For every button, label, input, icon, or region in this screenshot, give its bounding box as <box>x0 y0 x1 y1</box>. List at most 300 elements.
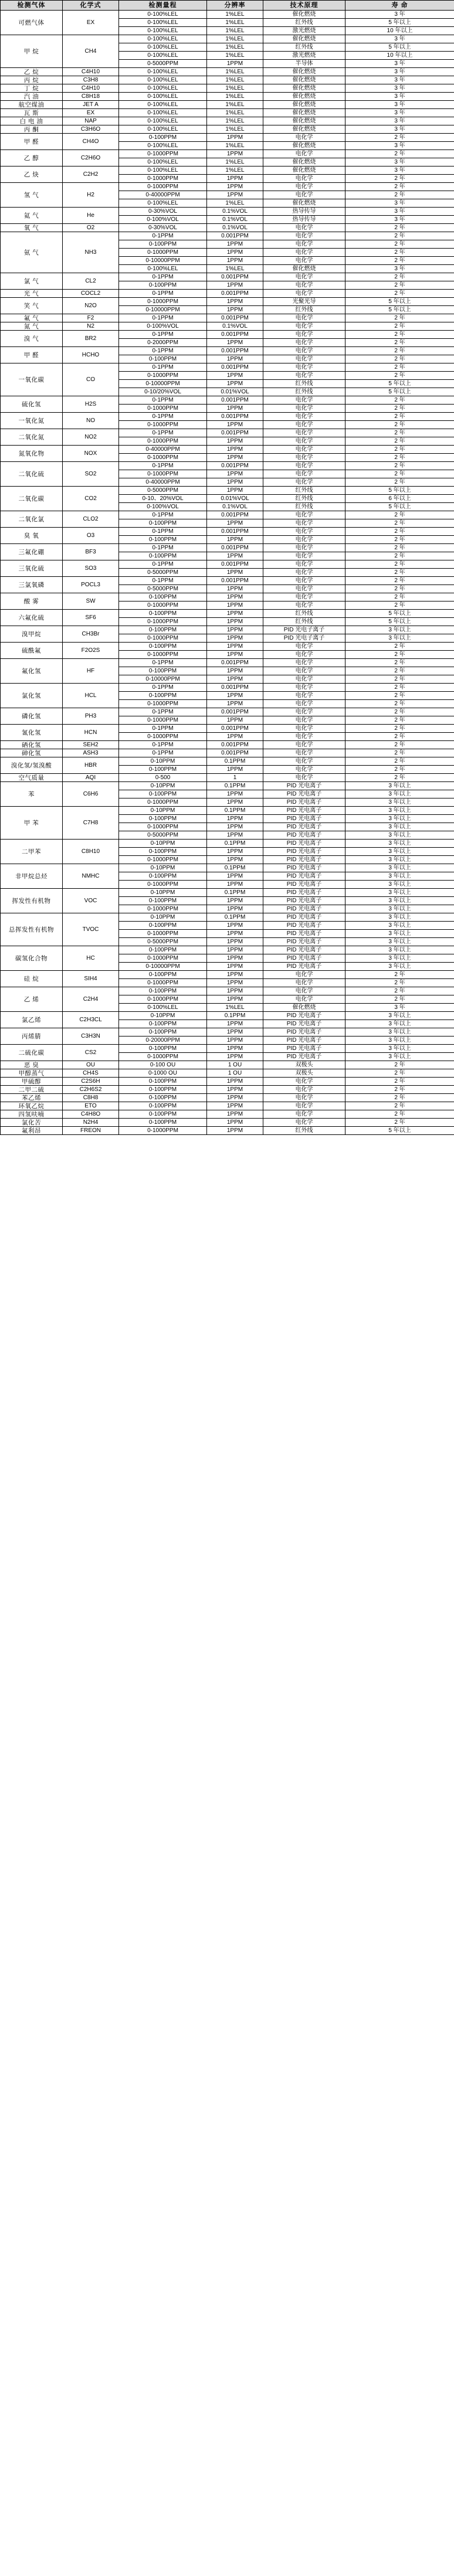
cell-formula: C8H18 <box>63 93 119 101</box>
cell-resolution: 1PPM <box>207 831 263 840</box>
cell-formula: ASH3 <box>63 749 119 757</box>
cell-life: 3 年 <box>345 68 454 76</box>
cell-resolution: 1PPM <box>207 1086 263 1094</box>
cell-life: 5 年以上 <box>345 487 454 495</box>
cell-formula: N2O <box>63 298 119 314</box>
table-row <box>1 1094 454 1102</box>
cell-resolution: 0.001PPM <box>207 528 263 536</box>
cell-gas-name: 氮 气 <box>1 322 63 331</box>
cell-resolution: 1PPM <box>207 995 263 1004</box>
cell-gas-name: 乙 烷 <box>1 68 63 76</box>
cell-resolution: 0.1PPM <box>207 807 263 815</box>
cell-resolution: 0.001PPM <box>207 659 263 667</box>
cell-principle: PID 光电离子 <box>263 1053 345 1061</box>
cell-gas-name: 空气质量 <box>1 774 63 782</box>
cell-resolution: 1PPM <box>207 339 263 347</box>
table-row <box>1 971 454 979</box>
cell-principle: 电化学 <box>263 536 345 544</box>
cell-principle: 催化燃烧 <box>263 199 345 208</box>
cell-range: 0-100%VOL <box>119 503 207 511</box>
cell-resolution: 1PPM <box>207 798 263 807</box>
cell-range: 0-1PPM <box>119 725 207 733</box>
cell-gas-name: 三氟化硼 <box>1 544 63 560</box>
cell-life: 2 年 <box>345 659 454 667</box>
cell-gas-name: 乙 炔 <box>1 166 63 183</box>
table-row <box>1 1012 454 1020</box>
cell-range: 0-1000PPM <box>119 183 207 191</box>
cell-principle: PID 光电离子 <box>263 798 345 807</box>
cell-principle: 电化学 <box>263 560 345 569</box>
cell-life: 2 年 <box>345 1110 454 1119</box>
cell-range: 0-1PPM <box>119 511 207 519</box>
cell-formula: NH3 <box>63 232 119 273</box>
cell-range: 0-40000PPM <box>119 478 207 487</box>
cell-life: 2 年 <box>345 675 454 684</box>
cell-principle: 电化学 <box>263 995 345 1004</box>
cell-range: 0-1000PPM <box>119 175 207 183</box>
cell-range: 0-100%VOL <box>119 216 207 224</box>
cell-life: 3 年 <box>345 76 454 84</box>
cell-resolution: 1PPM <box>207 905 263 913</box>
table-row <box>1 347 454 355</box>
cell-life: 6 年以上 <box>345 495 454 503</box>
table-row <box>1 224 454 232</box>
cell-range: 0-100%LEL <box>119 68 207 76</box>
cell-formula: F2 <box>63 314 119 322</box>
cell-life: 2 年 <box>345 577 454 585</box>
cell-formula: O2 <box>63 224 119 232</box>
cell-principle: 红外线 <box>263 306 345 314</box>
cell-principle: 电化学 <box>263 273 345 281</box>
cell-resolution: 1PPM <box>207 175 263 183</box>
cell-gas-name: 氮氧化物 <box>1 446 63 462</box>
cell-formula: BF3 <box>63 544 119 560</box>
cell-life: 2 年 <box>345 429 454 437</box>
cell-principle: 电化学 <box>263 405 345 413</box>
cell-principle: 电化学 <box>263 1102 345 1110</box>
cell-range: 0-1PPM <box>119 684 207 692</box>
cell-life: 3 年 <box>345 142 454 150</box>
cell-principle: PID 光电离子 <box>263 1020 345 1028</box>
cell-life: 2 年 <box>345 560 454 569</box>
cell-resolution: 1%LEL <box>207 1004 263 1012</box>
cell-principle: 催化燃烧 <box>263 117 345 125</box>
cell-principle: 催化燃烧 <box>263 109 345 117</box>
cell-life: 3 年以上 <box>345 938 454 946</box>
table-row <box>1 290 454 298</box>
cell-resolution: 1%LEL <box>207 93 263 101</box>
cell-formula: SF6 <box>63 610 119 626</box>
cell-range: 0-10PPM <box>119 757 207 766</box>
cell-resolution: 0.1%VOL <box>207 503 263 511</box>
cell-resolution: 1%LEL <box>207 19 263 27</box>
cell-gas-name: 乙 烯 <box>1 987 63 1012</box>
cell-principle: 电化学 <box>263 766 345 774</box>
cell-formula: CS2 <box>63 1045 119 1061</box>
table-row <box>1 322 454 331</box>
cell-principle: PID 光电离子 <box>263 897 345 905</box>
cell-principle: 红外线 <box>263 618 345 626</box>
table-row <box>1 413 454 421</box>
table-row <box>1 396 454 405</box>
table-row <box>1 363 454 372</box>
cell-resolution: 0.001PPM <box>207 413 263 421</box>
cell-life: 2 年 <box>345 995 454 1004</box>
cell-range: 0-100%LEL <box>119 43 207 52</box>
cell-life: 3 年以上 <box>345 930 454 938</box>
cell-principle: 催化燃烧 <box>263 101 345 109</box>
cell-range: 0-10PPM <box>119 889 207 897</box>
cell-range: 0-1PPM <box>119 659 207 667</box>
cell-range: 0-1000PPM <box>119 618 207 626</box>
cell-principle: PID 光电子离子 <box>263 634 345 643</box>
table-row <box>1 659 454 667</box>
cell-range: 0-100PPM <box>119 552 207 560</box>
cell-formula: BR2 <box>63 331 119 347</box>
cell-range: 0-100PPM <box>119 1045 207 1053</box>
table-row <box>1 725 454 733</box>
cell-gas-name: 甲 醛 <box>1 347 63 363</box>
cell-life: 3 年以上 <box>345 1028 454 1036</box>
table-row <box>1 511 454 519</box>
cell-range: 0-100%LEL <box>119 27 207 35</box>
cell-resolution: 1PPM <box>207 897 263 905</box>
cell-formula: CH4S <box>63 1069 119 1078</box>
cell-resolution: 1PPM <box>207 815 263 823</box>
cell-life: 3 年以上 <box>345 913 454 922</box>
cell-life: 2 年 <box>345 651 454 659</box>
cell-formula: H2 <box>63 183 119 208</box>
cell-resolution: 0.001PPM <box>207 684 263 692</box>
cell-life: 2 年 <box>345 511 454 519</box>
cell-resolution: 1%LEL <box>207 166 263 175</box>
table-row <box>1 68 454 76</box>
cell-formula: C2H4 <box>63 987 119 1012</box>
cell-resolution: 1PPM <box>207 626 263 634</box>
cell-life: 10 年以上 <box>345 52 454 60</box>
cell-formula: HC <box>63 946 119 971</box>
cell-range: 0-10000PPM <box>119 306 207 314</box>
cell-range: 0-1000PPM <box>119 651 207 659</box>
cell-formula: POCL3 <box>63 577 119 593</box>
table-row <box>1 610 454 618</box>
cell-range: 0-1000PPM <box>119 823 207 831</box>
cell-life: 2 年 <box>345 175 454 183</box>
cell-principle: PID 光电离子 <box>263 938 345 946</box>
cell-life: 2 年 <box>345 593 454 601</box>
cell-life: 3 年以上 <box>345 848 454 856</box>
cell-life: 2 年 <box>345 601 454 610</box>
cell-life: 2 年 <box>345 700 454 708</box>
cell-range: 0-100PPM <box>119 922 207 930</box>
cell-range: 0-1000PPM <box>119 798 207 807</box>
table-row <box>1 577 454 585</box>
cell-range: 0-500 <box>119 774 207 782</box>
cell-principle: 电化学 <box>263 240 345 249</box>
cell-principle: 电化学 <box>263 421 345 429</box>
cell-resolution: 0.01%VOL <box>207 388 263 396</box>
cell-range: 0-40000PPM <box>119 446 207 454</box>
cell-principle: PID 光电离子 <box>263 963 345 971</box>
cell-resolution: 1PPM <box>207 191 263 199</box>
cell-formula: C8H8 <box>63 1094 119 1102</box>
cell-life: 2 年 <box>345 331 454 339</box>
cell-life: 2 年 <box>345 249 454 257</box>
cell-range: 0-10000PPM <box>119 380 207 388</box>
cell-resolution: 1PPM <box>207 881 263 889</box>
cell-principle: PID 光电离子 <box>263 807 345 815</box>
cell-range: 0-1PPM <box>119 273 207 281</box>
cell-principle: 电化学 <box>263 569 345 577</box>
cell-principle: 催化燃烧 <box>263 68 345 76</box>
cell-principle: 电化学 <box>263 232 345 240</box>
cell-principle: 电化学 <box>263 651 345 659</box>
cell-life: 2 年 <box>345 396 454 405</box>
cell-resolution: 0.001PPM <box>207 511 263 519</box>
cell-range: 0-5000PPM <box>119 569 207 577</box>
cell-range: 0-100PPM <box>119 610 207 618</box>
cell-life: 3 年 <box>345 109 454 117</box>
cell-principle: PID 光电离子 <box>263 881 345 889</box>
cell-life: 3 年以上 <box>345 963 454 971</box>
cell-life: 2 年 <box>345 741 454 749</box>
cell-gas-name: 酸 雾 <box>1 593 63 610</box>
cell-principle: 电化学 <box>263 741 345 749</box>
cell-principle: 电化学 <box>263 1094 345 1102</box>
cell-principle: 光聚光导 <box>263 298 345 306</box>
cell-resolution: 1PPM <box>207 405 263 413</box>
cell-life: 3 年以上 <box>345 922 454 930</box>
cell-formula: HCHO <box>63 347 119 363</box>
cell-range: 0-5000PPM <box>119 831 207 840</box>
cell-principle: 电化学 <box>263 692 345 700</box>
cell-formula: C3H8 <box>63 76 119 84</box>
cell-formula: O3 <box>63 528 119 544</box>
cell-resolution: 1%LEL <box>207 142 263 150</box>
table-body <box>1 11 454 1135</box>
cell-principle: 电化学 <box>263 684 345 692</box>
cell-range: 0-20000PPM <box>119 1036 207 1045</box>
cell-life: 3 年以上 <box>345 823 454 831</box>
cell-resolution: 1%LEL <box>207 101 263 109</box>
cell-resolution: 0.1PPM <box>207 840 263 848</box>
cell-formula: COCL2 <box>63 290 119 298</box>
cell-life: 3 年 <box>345 101 454 109</box>
cell-principle: 电化学 <box>263 470 345 478</box>
cell-resolution: 1PPM <box>207 1127 263 1135</box>
cell-principle: 红外线 <box>263 19 345 27</box>
cell-resolution: 0.1%VOL <box>207 322 263 331</box>
cell-principle: PID 光电离子 <box>263 922 345 930</box>
cell-life: 2 年 <box>345 462 454 470</box>
cell-formula: C3H6O <box>63 125 119 134</box>
cell-life: 5 年以上 <box>345 1127 454 1135</box>
table-row <box>1 1069 454 1078</box>
cell-range: 0-1PPM <box>119 749 207 757</box>
cell-principle: PID 光电离子 <box>263 1028 345 1036</box>
table-row <box>1 741 454 749</box>
cell-gas-name: 碳氢化合物 <box>1 946 63 971</box>
cell-resolution: 1%LEL <box>207 109 263 117</box>
cell-gas-name: 挥发性有机物 <box>1 889 63 913</box>
cell-principle: 电化学 <box>263 339 345 347</box>
cell-range: 0-1000PPM <box>119 1053 207 1061</box>
cell-resolution: 1%LEL <box>207 199 263 208</box>
cell-principle: PID 光电离子 <box>263 913 345 922</box>
table-row <box>1 1045 454 1053</box>
cell-principle: 电化学 <box>263 257 345 265</box>
cell-resolution: 1PPM <box>207 487 263 495</box>
cell-principle: 电化学 <box>263 478 345 487</box>
table-row <box>1 1127 454 1135</box>
cell-range: 0-100%LEL <box>119 1004 207 1012</box>
cell-life: 2 年 <box>345 478 454 487</box>
cell-resolution: 1PPM <box>207 150 263 158</box>
table-row <box>1 331 454 339</box>
table-row <box>1 840 454 848</box>
cell-principle: 电化学 <box>263 355 345 363</box>
cell-formula: SIH4 <box>63 971 119 987</box>
table-row <box>1 101 454 109</box>
cell-range: 0-1000PPM <box>119 634 207 643</box>
cell-range: 0-1PPM <box>119 708 207 716</box>
cell-range: 0-10/20%VOL <box>119 388 207 396</box>
cell-formula: C2H2 <box>63 166 119 183</box>
cell-principle: 电化学 <box>263 757 345 766</box>
cell-resolution: 0.001PPM <box>207 363 263 372</box>
cell-principle: 电化学 <box>263 134 345 142</box>
cell-principle: 电化学 <box>263 150 345 158</box>
cell-resolution: 1PPM <box>207 1020 263 1028</box>
table-row <box>1 150 454 158</box>
cell-life: 3 年以上 <box>345 856 454 864</box>
cell-principle: 电化学 <box>263 659 345 667</box>
cell-resolution: 0.1PPM <box>207 889 263 897</box>
cell-resolution: 1PPM <box>207 1119 263 1127</box>
cell-formula: NAP <box>63 117 119 125</box>
table-row <box>1 1119 454 1127</box>
cell-life: 2 年 <box>345 528 454 536</box>
cell-principle: 热导传导 <box>263 216 345 224</box>
cell-resolution: 1PPM <box>207 601 263 610</box>
cell-gas-name: 溴甲烷 <box>1 626 63 643</box>
cell-life: 2 年 <box>345 355 454 363</box>
cell-gas-name: 臭 氧 <box>1 528 63 544</box>
cell-range: 0-1PPM <box>119 577 207 585</box>
cell-range: 0-100PPM <box>119 593 207 601</box>
cell-gas-name: 硒化氢 <box>1 741 63 749</box>
cell-principle: 催化燃烧 <box>263 76 345 84</box>
table-row <box>1 1110 454 1119</box>
cell-gas-name: 丙烯腈 <box>1 1028 63 1045</box>
cell-resolution: 1PPM <box>207 380 263 388</box>
cell-life: 2 年 <box>345 757 454 766</box>
cell-life: 2 年 <box>345 273 454 281</box>
cell-life: 3 年 <box>345 84 454 93</box>
cell-formula: NO2 <box>63 429 119 446</box>
cell-resolution: 1PPM <box>207 634 263 643</box>
cell-principle: 催化燃烧 <box>263 166 345 175</box>
table-row <box>1 807 454 815</box>
cell-life: 10 年以上 <box>345 27 454 35</box>
cell-formula: C6H6 <box>63 782 119 807</box>
cell-life: 3 年 <box>345 158 454 166</box>
cell-principle: PID 光电离子 <box>263 1045 345 1053</box>
cell-formula: C2S6H <box>63 1078 119 1086</box>
cell-formula: C3H3N <box>63 1028 119 1045</box>
table-row <box>1 109 454 117</box>
cell-resolution: 1PPM <box>207 692 263 700</box>
cell-life: 3 年以上 <box>345 946 454 954</box>
cell-principle: PID 光电离子 <box>263 790 345 798</box>
cell-life: 2 年 <box>345 1061 454 1069</box>
cell-range: 0-1PPM <box>119 347 207 355</box>
cell-gas-name: 二甲苯 <box>1 840 63 864</box>
cell-principle: PID 光电离子 <box>263 905 345 913</box>
cell-formula: AQI <box>63 774 119 782</box>
cell-gas-name: 硅 烷 <box>1 971 63 987</box>
cell-life: 2 年 <box>345 716 454 725</box>
cell-life: 5 年以上 <box>345 298 454 306</box>
cell-principle: 红外线 <box>263 388 345 396</box>
cell-range: 0-100%VOL <box>119 322 207 331</box>
cell-formula: CH4O <box>63 134 119 150</box>
cell-life: 2 年 <box>345 585 454 593</box>
cell-principle: PID 光电离子 <box>263 946 345 954</box>
cell-range: 0-100%LEL <box>119 158 207 166</box>
cell-formula: NOX <box>63 446 119 462</box>
cell-life: 3 年以上 <box>345 840 454 848</box>
cell-principle: 电化学 <box>263 314 345 322</box>
cell-resolution: 1PPM <box>207 979 263 987</box>
cell-resolution: 1PPM <box>207 700 263 708</box>
cell-range: 0-1000PPM <box>119 470 207 478</box>
cell-range: 0-1PPM <box>119 314 207 322</box>
table-row <box>1 560 454 569</box>
cell-range: 0-1000PPM <box>119 716 207 725</box>
gas-sensor-spec-table <box>0 0 454 1135</box>
cell-resolution: 0.001PPM <box>207 273 263 281</box>
cell-life: 3 年以上 <box>345 1036 454 1045</box>
cell-gas-name: 硫酰氟 <box>1 643 63 659</box>
cell-gas-name: 三氯氧磷 <box>1 577 63 593</box>
cell-principle: 电化学 <box>263 429 345 437</box>
cell-range: 0-100PPM <box>119 1094 207 1102</box>
cell-resolution: 1PPM <box>207 1028 263 1036</box>
cell-life: 2 年 <box>345 979 454 987</box>
cell-range: 0-100%LEL <box>119 199 207 208</box>
cell-life: 3 年以上 <box>345 634 454 643</box>
cell-gas-name: 六氟化硫 <box>1 610 63 626</box>
table-row <box>1 774 454 782</box>
cell-resolution: 1PPM <box>207 716 263 725</box>
cell-life: 3 年 <box>345 93 454 101</box>
cell-formula: H2S <box>63 396 119 413</box>
cell-principle: 催化燃烧 <box>263 93 345 101</box>
cell-range: 0-100PPM <box>119 1028 207 1036</box>
cell-gas-name: 苯 <box>1 782 63 807</box>
cell-gas-name: 氟化氢 <box>1 659 63 684</box>
cell-resolution: 1PPM <box>207 848 263 856</box>
cell-resolution: 1PPM <box>207 298 263 306</box>
cell-range: 0-100PPM <box>119 519 207 528</box>
cell-life: 2 年 <box>345 519 454 528</box>
cell-life: 2 年 <box>345 347 454 355</box>
cell-range: 0-100%LEL <box>119 11 207 19</box>
cell-life: 3 年以上 <box>345 798 454 807</box>
cell-life: 2 年 <box>345 405 454 413</box>
cell-range: 0-100%LEL <box>119 19 207 27</box>
